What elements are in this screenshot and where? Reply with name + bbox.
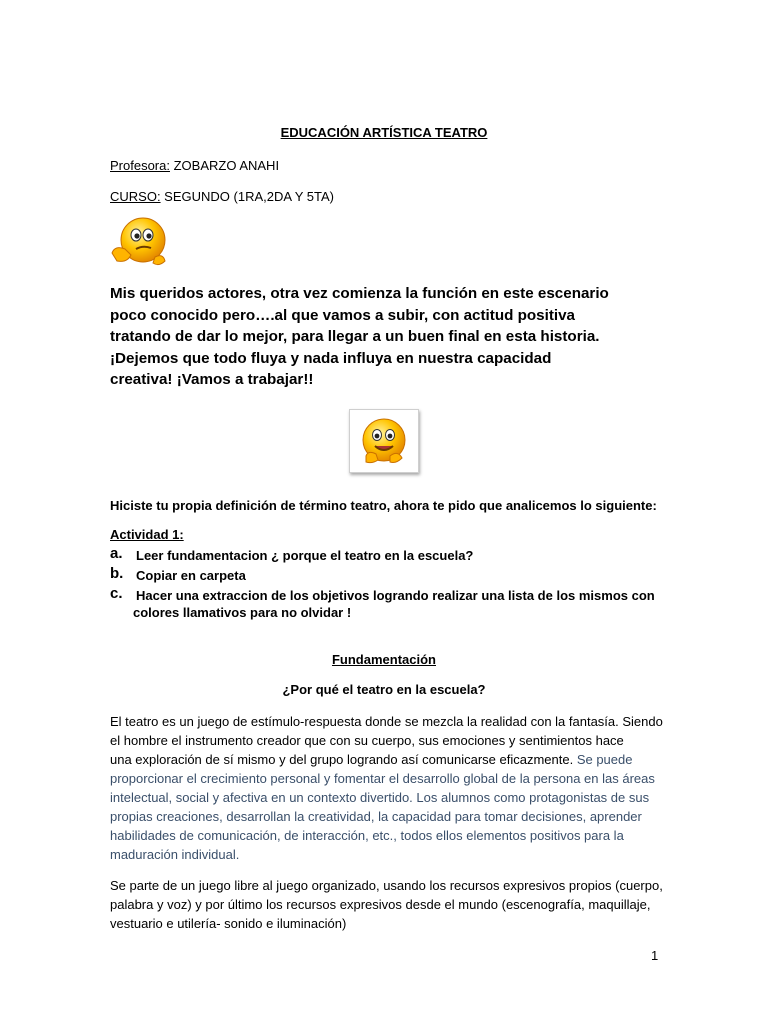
paragraph-line-blue: intelectual, social y afectiva en un contexto divertido. Los alumnos como protagonistas de sus bbox=[110, 790, 650, 805]
prompt-text: Hiciste tu propia definición de término teatro, ahora te pido que analicemos lo siguiente: bbox=[110, 498, 657, 513]
intro-line: poco conocido pero….al que vamos a subir, con actitud positiva bbox=[110, 306, 575, 324]
list-item-continuation: colores llamativos para no olvidar ! bbox=[133, 605, 352, 620]
list-marker: a. bbox=[110, 545, 123, 562]
teacher-name: ZOBARZO ANAHI bbox=[169, 158, 280, 173]
paragraph-line: palabra y voz) y por último los recursos expresivos desde el mundo (escenografía, maquillaje, bbox=[110, 897, 651, 912]
paragraph-1 bbox=[110, 712, 670, 864]
activity-title: Actividad 1: bbox=[110, 527, 184, 542]
intro-line: creativa! ¡Vamos a trabajar!! bbox=[110, 371, 314, 388]
intro-line: ¡Dejemos que todo fluya y nada influya en nuestra capacidad bbox=[110, 349, 552, 367]
list-item-text: Hacer una extraccion de los objetivos logrando realizar una lista de los mismos con bbox=[136, 588, 655, 603]
list-item bbox=[110, 585, 655, 603]
list-item bbox=[110, 565, 246, 583]
course-line bbox=[110, 189, 334, 204]
course-label: CURSO: bbox=[110, 189, 161, 204]
intro-message bbox=[110, 283, 670, 391]
paragraph-line: vestuario e utilería- sonido e iluminación) bbox=[110, 916, 347, 931]
course-value: SEGUNDO (1RA,2DA Y 5TA) bbox=[160, 189, 334, 204]
paragraph-line: Se parte de un juego libre al juego organizado, usando los recursos expresivos propios (cuerpo, bbox=[110, 878, 663, 893]
intro-line: tratando de dar lo mejor, para llegar a un buen final en esta historia. bbox=[110, 328, 600, 345]
document-title: EDUCACIÓN ARTÍSTICA TEATRO bbox=[280, 125, 488, 140]
smiling-emoji-icon bbox=[350, 410, 418, 472]
thinking-emoji-icon bbox=[109, 213, 173, 273]
paragraph-line-blue: habilidades de comunicación, de interacción, etc., todos ellos elementos positivos para la bbox=[110, 828, 624, 843]
paragraph-line: El teatro es un juego de estímulo-respuesta donde se mezcla la realidad con la fantasía. Siendo bbox=[110, 714, 663, 729]
teacher-line bbox=[110, 158, 279, 173]
paragraph-line-blue: Se puede bbox=[573, 752, 633, 767]
paragraph-line-blue: proporcionar el crecimiento personal y fomentar el desarrollo global de la persona en las áreas bbox=[110, 771, 655, 786]
list-item-text: Copiar en carpeta bbox=[136, 568, 246, 583]
list-item-text: Leer fundamentacion ¿ porque el teatro en la escuela? bbox=[136, 548, 474, 563]
section-question: ¿Por qué el teatro en la escuela? bbox=[282, 682, 486, 697]
paragraph-line: el hombre el instrumento creador que con su cuerpo, sus emociones y sentimientos hace bbox=[110, 733, 624, 748]
intro-line: Mis queridos actores, otra vez comienza la función en este escenario bbox=[110, 285, 609, 302]
paragraph-2 bbox=[110, 876, 670, 933]
section-heading: Fundamentación bbox=[331, 652, 436, 667]
teacher-label: Profesora: bbox=[110, 158, 170, 173]
list-marker: c. bbox=[110, 585, 123, 602]
paragraph-line bbox=[110, 750, 670, 769]
paragraph-line-text: una exploración de sí mismo y del grupo logrando así comunicarse eficazmente. bbox=[110, 752, 574, 767]
list-item bbox=[110, 545, 474, 563]
paragraph-line-blue: maduración individual. bbox=[110, 847, 240, 862]
emoji-frame bbox=[349, 409, 419, 473]
paragraph-line-blue: propias creaciones, desarrollan la creatividad, la capacidad para tomar decisiones, aprender bbox=[110, 809, 642, 824]
page-number: 1 bbox=[651, 948, 659, 963]
list-marker: b. bbox=[110, 565, 124, 582]
